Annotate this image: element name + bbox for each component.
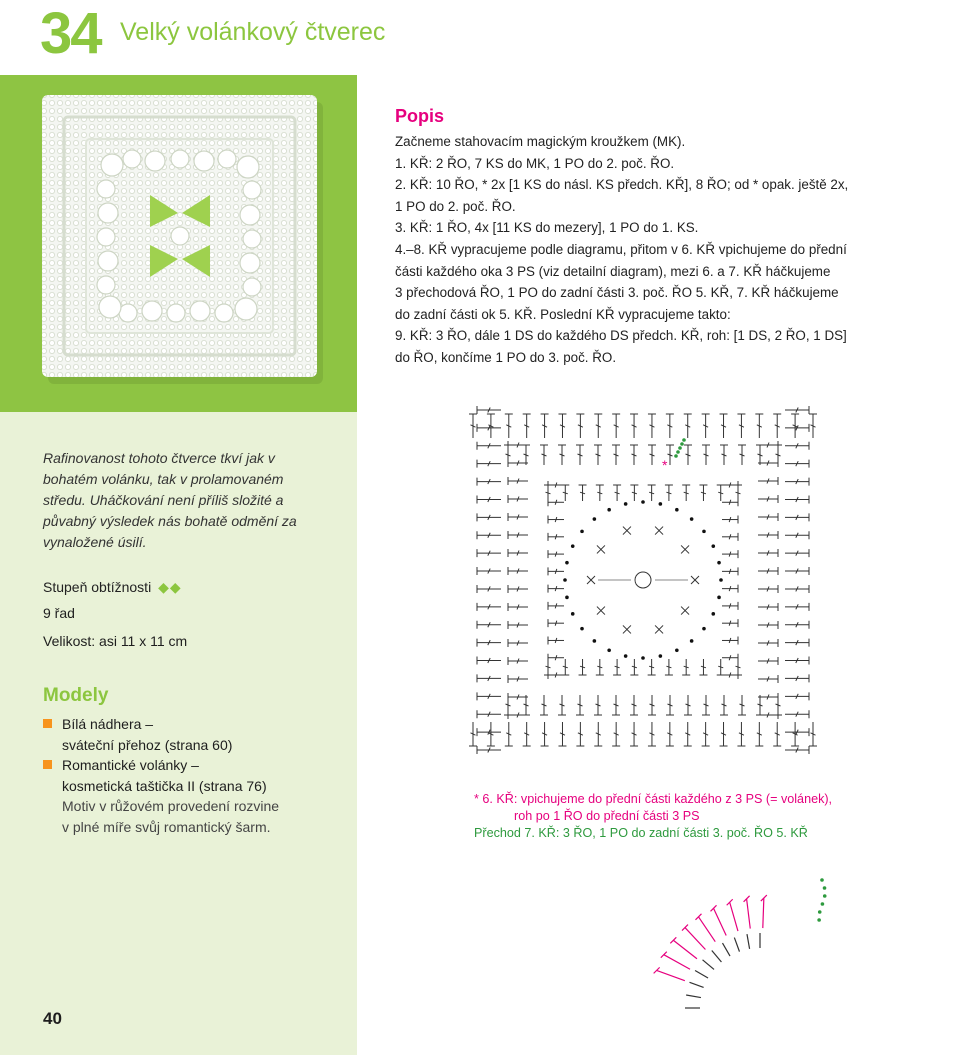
model-description: v plné míře svůj romantický šarm. (62, 818, 271, 835)
description-line: 2. KŘ: 10 ŘO, * 2x [1 KS do násl. KS předch. KŘ], 8 ŘO; od * opak. ještě 2x, (395, 177, 849, 193)
model-item (43, 755, 333, 796)
note-line: roh po 1 ŘO do přední části 3 PS (514, 808, 700, 823)
difficulty (43, 579, 182, 596)
model-title: Bílá nádhera – (62, 716, 154, 732)
page-header (0, 0, 960, 75)
description-heading: Popis (395, 106, 445, 126)
diagram-marker: * (662, 457, 668, 473)
description-line: části každého oka 3 PS (viz detailní diagram), mezi 6. a 7. KŘ háčkujeme (395, 263, 831, 279)
crochet-square-photo (0, 75, 357, 412)
description-line: 9. KŘ: 3 ŘO, dále 1 DS do každého DS předch. KŘ, roh: [1 DS, 2 ŘO, 1 DS] (395, 328, 847, 344)
size-info: Velikost: asi 11 x 11 cm (43, 633, 188, 649)
description-line: do zadní části ok 5. KŘ. Poslední KŘ vypracujeme takto: (395, 306, 731, 322)
diagram-notes (474, 791, 832, 841)
description-line: Začneme stahovacím magickým kroužkem (MK). (395, 134, 686, 149)
description-line: 3 přechodová ŘO, 1 PO do zadní části 3. poč. ŘO 5. KŘ, 7. KŘ háčkujeme (395, 285, 839, 301)
difficulty-label: Stupeň obtížnosti (43, 579, 152, 595)
description-line: 3. KŘ: 1 ŘO, 4x [11 KS do mezery], 1 PO do 1. KS. (395, 220, 699, 236)
note-line: * 6. KŘ: vpichujeme do přední části každého z 3 PS (= volánek), (474, 792, 833, 806)
intro-text: Rafinovanost tohoto čtverce tkví jak v bohatém volánku, tak v prolamovaném středu. Uháčkování není příliš složité a půvabný výsledek nás bohatě odmění za vynaložené úsilí. (43, 450, 297, 550)
model-description: Motiv v růžovém provedení rozvine (62, 798, 280, 814)
description-line: 1. KŘ: 2 ŘO, 7 KS do MK, 1 PO do 2. poč. ŘO. (395, 155, 675, 171)
orange-square-bullet-icon (43, 719, 52, 728)
models-heading: Modely (43, 685, 109, 706)
models-list (43, 714, 333, 837)
note-line: Přechod 7. KŘ: 3 ŘO, 1 PO do zadní části 3. poč. ŘO 5. KŘ (474, 825, 808, 840)
model-item (43, 714, 333, 755)
page-title: Velký volánkový čtverec (120, 18, 386, 46)
description-line: do ŘO, končíme 1 PO do 3. poč. ŘO. (395, 349, 617, 365)
row-count: 9 řad (43, 605, 75, 621)
model-reference: kosmetická taštička II (strana 76) (62, 777, 267, 794)
model-title: Romantické volánky – (62, 757, 199, 773)
description-line: 4.–8. KŘ vypracujeme podle diagramu, přitom v 6. KŘ vpichujeme do přední (395, 241, 847, 257)
orange-square-bullet-icon (43, 760, 52, 769)
crochet-chart-diagram (452, 392, 834, 772)
pattern-number: 34 (40, 1, 101, 66)
detail-diagram (610, 858, 850, 1018)
page-number: 40 (43, 1009, 62, 1028)
description-line: 1 PO do 2. poč. ŘO. (395, 198, 516, 214)
crochet-square-image (0, 75, 357, 412)
description-section (395, 106, 925, 369)
model-reference: sváteční přehoz (strana 60) (62, 736, 233, 753)
difficulty-diamond-icon: ◆◆ (158, 579, 182, 595)
